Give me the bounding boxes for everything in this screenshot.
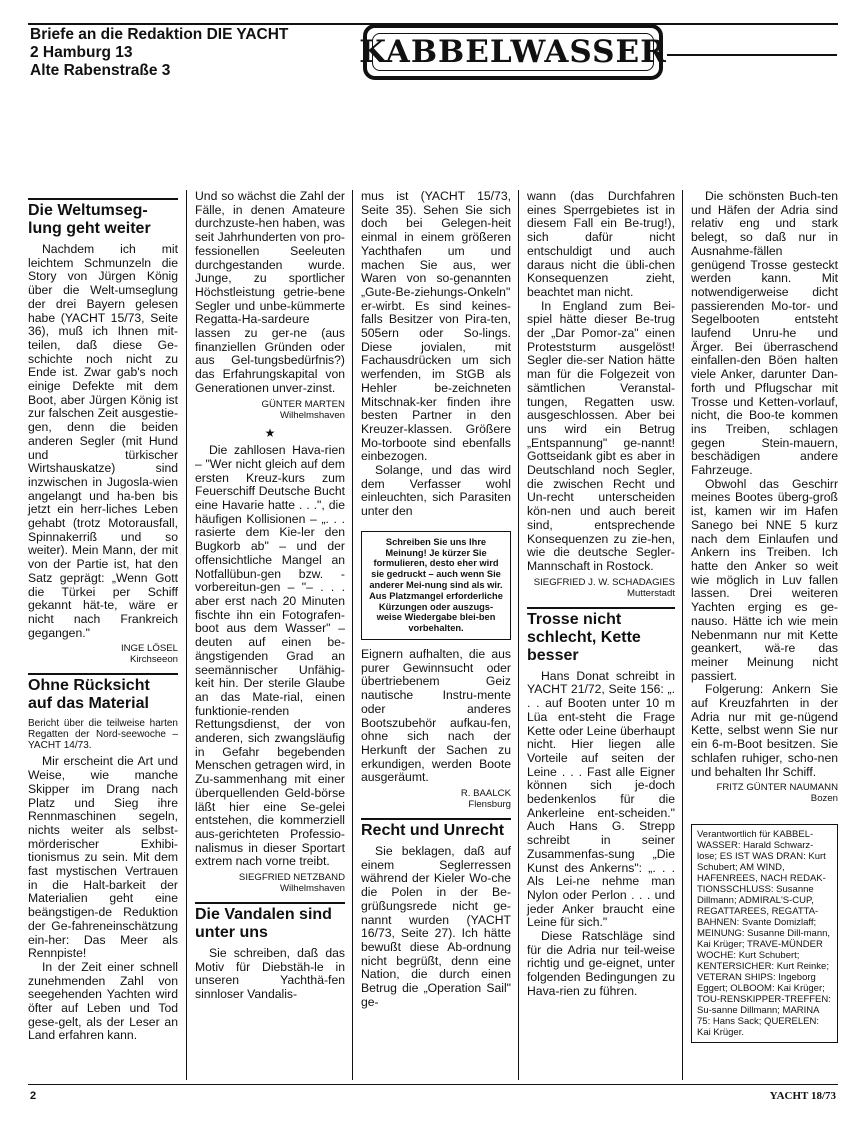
signature-place: Mutterstadt bbox=[627, 587, 675, 599]
letters-address bbox=[30, 26, 288, 80]
letter-trosse-paragraph-3: Die schönsten Buch-ten und Häfen der Adria sind relativ eng und stark belegt, so daß nur in Ausnahme-fällen genügend Trosse gesteckt werden kann. Mit notwendigerweise dicht passierenden Mo-tor- und Segelbooten entsteht laufend Unru-he und Ärger. Bei überraschend einfallen-den Böen halten viele Anker, darunter Dan-forth und Pflugschar mit Trosse und Ketten-vorlauf, nicht, die Boo-te kommen ins Treiben, schlagen gegen Stein-mauern, beschädigen andere Fahrzeuge. bbox=[691, 189, 838, 478]
write-to-us-notice: Schreiben Sie uns Ihre Meinung! Je kürzer Sie formulieren, desto eher wird sie gedruckt – auch wenn Sie anderer Mei-nung sind als wir. Aus Platzmangel erforderliche Kürzungen oder auszugs-weise Wiedergabe blei-ben vorbehalten. bbox=[361, 531, 511, 640]
signature-marten bbox=[195, 399, 345, 421]
letter-recht-unrecht-start: Sie beklagen, daß auf einem Seglerressen während der Kieler Wo-che die Polen in der Be-grüßungsrede nicht ge-nannt wurden (YACHT 16/73, Seite 27). Ich hätte bewußt diese Ab-ordnung nicht begrüßt, denn eine Nation, die durch einen Betrug die „Operation Sail" ge- bbox=[361, 844, 511, 1009]
headline-ohne-ruecksicht: Ohne Rücksicht auf das Material bbox=[28, 673, 178, 713]
letter-havarien-text: Die zahllosen Hava-rien – "Wer nicht gleich auf dem ersten Kreuz-kurs zum Feuerschiff Deutsche Bucht eine Havarie hatte . . .", die häufigen Kollisionen – „. . . rasierte dem Kie-ler den Bugkorb ab" – und der offensichtliche Mangel an Notfallübun-gen bzw. -vorbereitun-gen – "– . . . aber erst nach 20 Minuten fischte ihn ein Fotografen-boot aus dem Wasser" – deuten auf einen be-ängstigenden Grad an seemännischer Unfähig-keit hin. Der sterile Glaube an das Mate-rial, einen funktionie-renden Rettungsdienst, der von anderen, sich zwangsläufig in Gefahr begebenden Menschen getragen wird, in Zu-sammenhang mit einer überquellenden Geld-börse läßt hier eine Se-gelei entstehen, die kommerziell aus-gerichteten Professio-nalismus in dieser Sportart extrem nach vorne treibt. bbox=[195, 443, 345, 869]
signature-place: Wilhelmshaven bbox=[279, 409, 345, 421]
letter-material-paragraph-1: Mir erscheint die Art und Weise, wie manche Skipper im Drang nach Platz und Sieg ihre Rennmaschinen segeln, nichts weiter als selbst-mörderischer Exhibi-tionismus zu sein. Mit dem fast mystischen Vertrauen in die Halt-barkeit der Materialien geht eine beängstigen-de Reduktion der Ge-fahreneinschätzung ein-her: Das Meer als Rennpiste! bbox=[28, 754, 178, 961]
letter-vandalen-continued: mus ist (YACHT 15/73, Seite 35). Sehen Sie sich doch bei Gelegen-heit einmal in einem größeren Yachthafen um und machen Sie aus, wer Waren von so-genannten „Gute-Be-ziehungs-Onkeln" er-wirbt. Es sind keines-falls Besitzer von Pira-ten, 505ern oder So-lings. Diese jovialen, mit Fachausdrücken um sich werfenden, im StGB als Hehler be-zeichneten Mitschnak-ker finden ihre besten Partner in den Kreuzer-klassen. Größere Mo-torboote sind ebenfalls einbezogen. bbox=[361, 189, 511, 464]
letter-material-paragraph-3: Und so wächst die Zahl der Fälle, in denen Amateure durchzuste-hen haben, was seit Jahrhunderten von pro-fessionellen Seeleuten durchgestanden wurde. Junge, zu sportlicher Höchstleistung getrie-bene Segler und unbe-kümmerte Regatta-Ha-sardeure lassen zu ger-ne (aus finanziellen Gründen oder aus Gel-tungsbedürfnis?) das Erfahrungskapital von Generationen unver-zinst. bbox=[195, 189, 345, 395]
letter-vandalen-end: Eignern aufhalten, die aus purer Gewinnsucht oder übertriebenem Geiz nautische Instru-mente oder anderes Bootszubehör aufkau-fen, ohne sich nach der Herkunft der Sachen zu erkundigen, werden Boote ausgeräumt. bbox=[361, 647, 511, 785]
headline-vandalen: Die Vandalen sind unter uns bbox=[195, 902, 345, 942]
headline-trosse-kette: Trosse nicht schlecht, Kette besser bbox=[527, 607, 675, 665]
column-3 bbox=[361, 190, 511, 1010]
kabbelwasser-logo bbox=[359, 24, 667, 80]
page-number: 2 bbox=[30, 1090, 37, 1102]
letter-trosse-paragraph-1: Hans Donat schreibt in YACHT 21/72, Seite 156: „. . . auf Booten unter 10 m Lüa ent-steht die Frage Kette oder Leine überhaupt nicht. Hier liegen alle Vorteile auf seiten der Leine . . . Fast alle Eigner können sich je-doch bedenkenlos für die Ankerleine ent-scheiden." Auch Hans G. Strepp schreibt in seiner Zusammenfas-sung „Die Kunst des Ankerns": „. . . Als Lei-ne nehme man Nylon oder Perlon . . . und jeder Anker braucht eine Leine für sich." bbox=[527, 668, 675, 930]
letter-trosse-paragraph-5: Folgerung: Ankern Sie auf Kreuzfahrten in der Adria nur mit ge-nügend Kette, selbst wenn Sie nur ein 6-m-Boot besitzen. Sie schlafen ruhiger, scho-nen und behalten Ihr Schiff. bbox=[691, 682, 838, 779]
address-line-3: Alte Rabenstraße 3 bbox=[30, 62, 171, 79]
header-bottom-rule bbox=[667, 54, 837, 56]
signature-name: SIEGFRIED J. W. SCHADAGIES bbox=[533, 576, 675, 588]
star-separator: ★ bbox=[264, 425, 276, 440]
signature-name: R. BAALCK bbox=[460, 788, 511, 800]
signature-name: INGE LÖSEL bbox=[120, 643, 178, 655]
letter-vandalen-paragraph-2: Solange, und das wird dem Verfasser wohl einleuchten, sich Parasiten unter den bbox=[361, 463, 511, 519]
bottom-rule bbox=[28, 1084, 838, 1085]
headline-weltumseglung: Die Weltumseg-lung geht weiter bbox=[28, 198, 178, 238]
logo-text: KABBELWASSER bbox=[359, 34, 667, 70]
column-divider-2 bbox=[352, 190, 353, 1080]
signature-naumann: FRITZ GÜNTER NAUMANN Bozen bbox=[716, 782, 838, 805]
column-divider-4 bbox=[682, 190, 683, 1080]
signature-name: SIEGFRIED NETZBAND bbox=[238, 872, 345, 884]
column-5 bbox=[691, 190, 838, 1043]
signature-loesel bbox=[28, 643, 178, 665]
column-2 bbox=[195, 190, 345, 1002]
signature-place: Wilhelmshaven bbox=[279, 883, 345, 895]
address-line-2: 2 Hamburg 13 bbox=[30, 44, 133, 61]
letter-weltumseglung-text: Nachdem ich mit leichtem Schmunzeln die Story von Jürgen König über die Welt-umseglung der drei Bayern gelesen habe (YACHT 15/73, Seite 36), muß ich Ihnen mit-teilen, daß diese Ge-schichte noch nicht zu Ende ist. Zwar gab's noch einige Defekte mit dem Boot, aber Jürgen König ist zur falschen Zeit ausgestie-gen, denn die beiden anderen Segler (mit Hund und türkischer Wirtshauskatze) sind inzwischen in Jugosla-wien angelangt und ha-ben bis jetzt ein herr-liches Leben gehabt (trotz Motorausfall, Spinnakerriß und so weiter). Mein Mann, der mit von der Partie ist, hat den Satz geprägt: „Wenn Gott die Türkei per Schiff gekannt hät-te, wäre er nicht nach Frankreich gegangen." bbox=[28, 242, 178, 640]
column-divider-3 bbox=[518, 190, 519, 1080]
column-1 bbox=[28, 190, 178, 1043]
headline-recht-unrecht: Recht und Unrecht bbox=[361, 818, 511, 840]
column-divider-1 bbox=[186, 190, 187, 1080]
letter-recht-unrecht-paragraph-2: In England zum Bei-spiel hätte dieser Be-trug der „Dar Pomor-za" einen Proteststurm ausgelöst! Segler die-ser Nation hätte man für die Folgezeit von sämtlichen Veranstal-tungen, Regatten usw. ausgeschlossen. Aber bei uns wird ein Betrug „Entspannung" ge-nannt! Gottseidank gibt es aber in Deutschland noch Segler, die zwischen Recht und Un-recht unterscheiden kön-nen und auch bereit sind, entsprechende Konsequenzen zu zie-hen, wie die deutsche Segler-Mannschaft in Rostock. bbox=[527, 298, 675, 573]
letter-recht-unrecht-continued: wann (das Durchfahren eines Sperrgebietes ist in diesem Fall ein Be-trug!), sich dafür nicht entschuldigt und auch daraus nicht die übli-chen Konsequenzen zieht, beachtet man nicht. bbox=[527, 189, 675, 299]
address-line-1: Briefe an die Redaktion DIE YACHT bbox=[30, 26, 289, 43]
lead-in-nordseewoche: Bericht über die teilweise harten Regatten der Nord-seewoche – YACHT 14/73. bbox=[28, 718, 178, 752]
signature-place: Kirchseeon bbox=[130, 654, 178, 666]
signature-baalck bbox=[361, 788, 511, 810]
letter-trosse-paragraph-4: Obwohl das Geschirr meines Bootes überg-groß ist, kamen wir im Hafen Sanego bei NNE 5 kurz nach dem Einlaufen und Ankern ins Treiben. Ich hatte den Anker so weit wie möglich in Luv fallen lassen. Drei weiteren Yachten erging es ge-nauso. Hätte ich wie mein Nebenmann nur mit Kette geankert, wä-re das meiner Meinung nicht passiert. bbox=[691, 476, 838, 683]
signature-netzband bbox=[195, 872, 345, 894]
signature-schadagies bbox=[527, 577, 675, 599]
column-4 bbox=[527, 190, 675, 999]
letter-trosse-paragraph-2: Diese Ratschläge sind für die Adria nur teil-weise richtig und ge-eignet, unter folgenden Bedingungen zu Hava-rien zu führen. bbox=[527, 929, 675, 998]
letter-material-paragraph-2: In der Zeit einer schnell zunehmenden Zahl von seegehenden Yachten wird öfter auf Leben und Tod gese-gelt, als der Leser an Land erfahren kann. bbox=[28, 959, 178, 1043]
letter-vandalen-start: Sie schreiben, daß das Motiv für Diebstäh-le in unseren Yachthä-fen sinnloser Vandalis- bbox=[195, 946, 345, 1002]
issue-label: YACHT 18/73 bbox=[769, 1090, 836, 1102]
signature-place: Flensburg bbox=[468, 799, 511, 811]
editorial-responsibility-box: Verantwortlich für KABBEL-WASSER: Harald Schwarz-lose; ES IST WAS DRAN: Kurt Schubert; AM WIND, HAFENREES, NACH REDAK-TIONSSCHLUSS: Susanne Dillmann; ADMIRAL'S-CUP, REGATTAREES, REGATTA-BAHNEN: Svante Domizlaff; MEINUNG: Susanne Dill-mann, Kai Krüger; TRAVE-MÜNDER WOCHE: Kurt Schubert; KENTERSICHER: Kurt Reinke; VETERAN SHIPS: Ingeborg Eggert; OLBOOM: Kai Krüger; TOU-RENSKIPPER-TREFFEN: Su-sanne Dillmann; MARINA 75: Hans Sack; QUERELEN: Kai Krüger. bbox=[691, 824, 838, 1043]
signature-name: GÜNTER MARTEN bbox=[261, 398, 345, 410]
